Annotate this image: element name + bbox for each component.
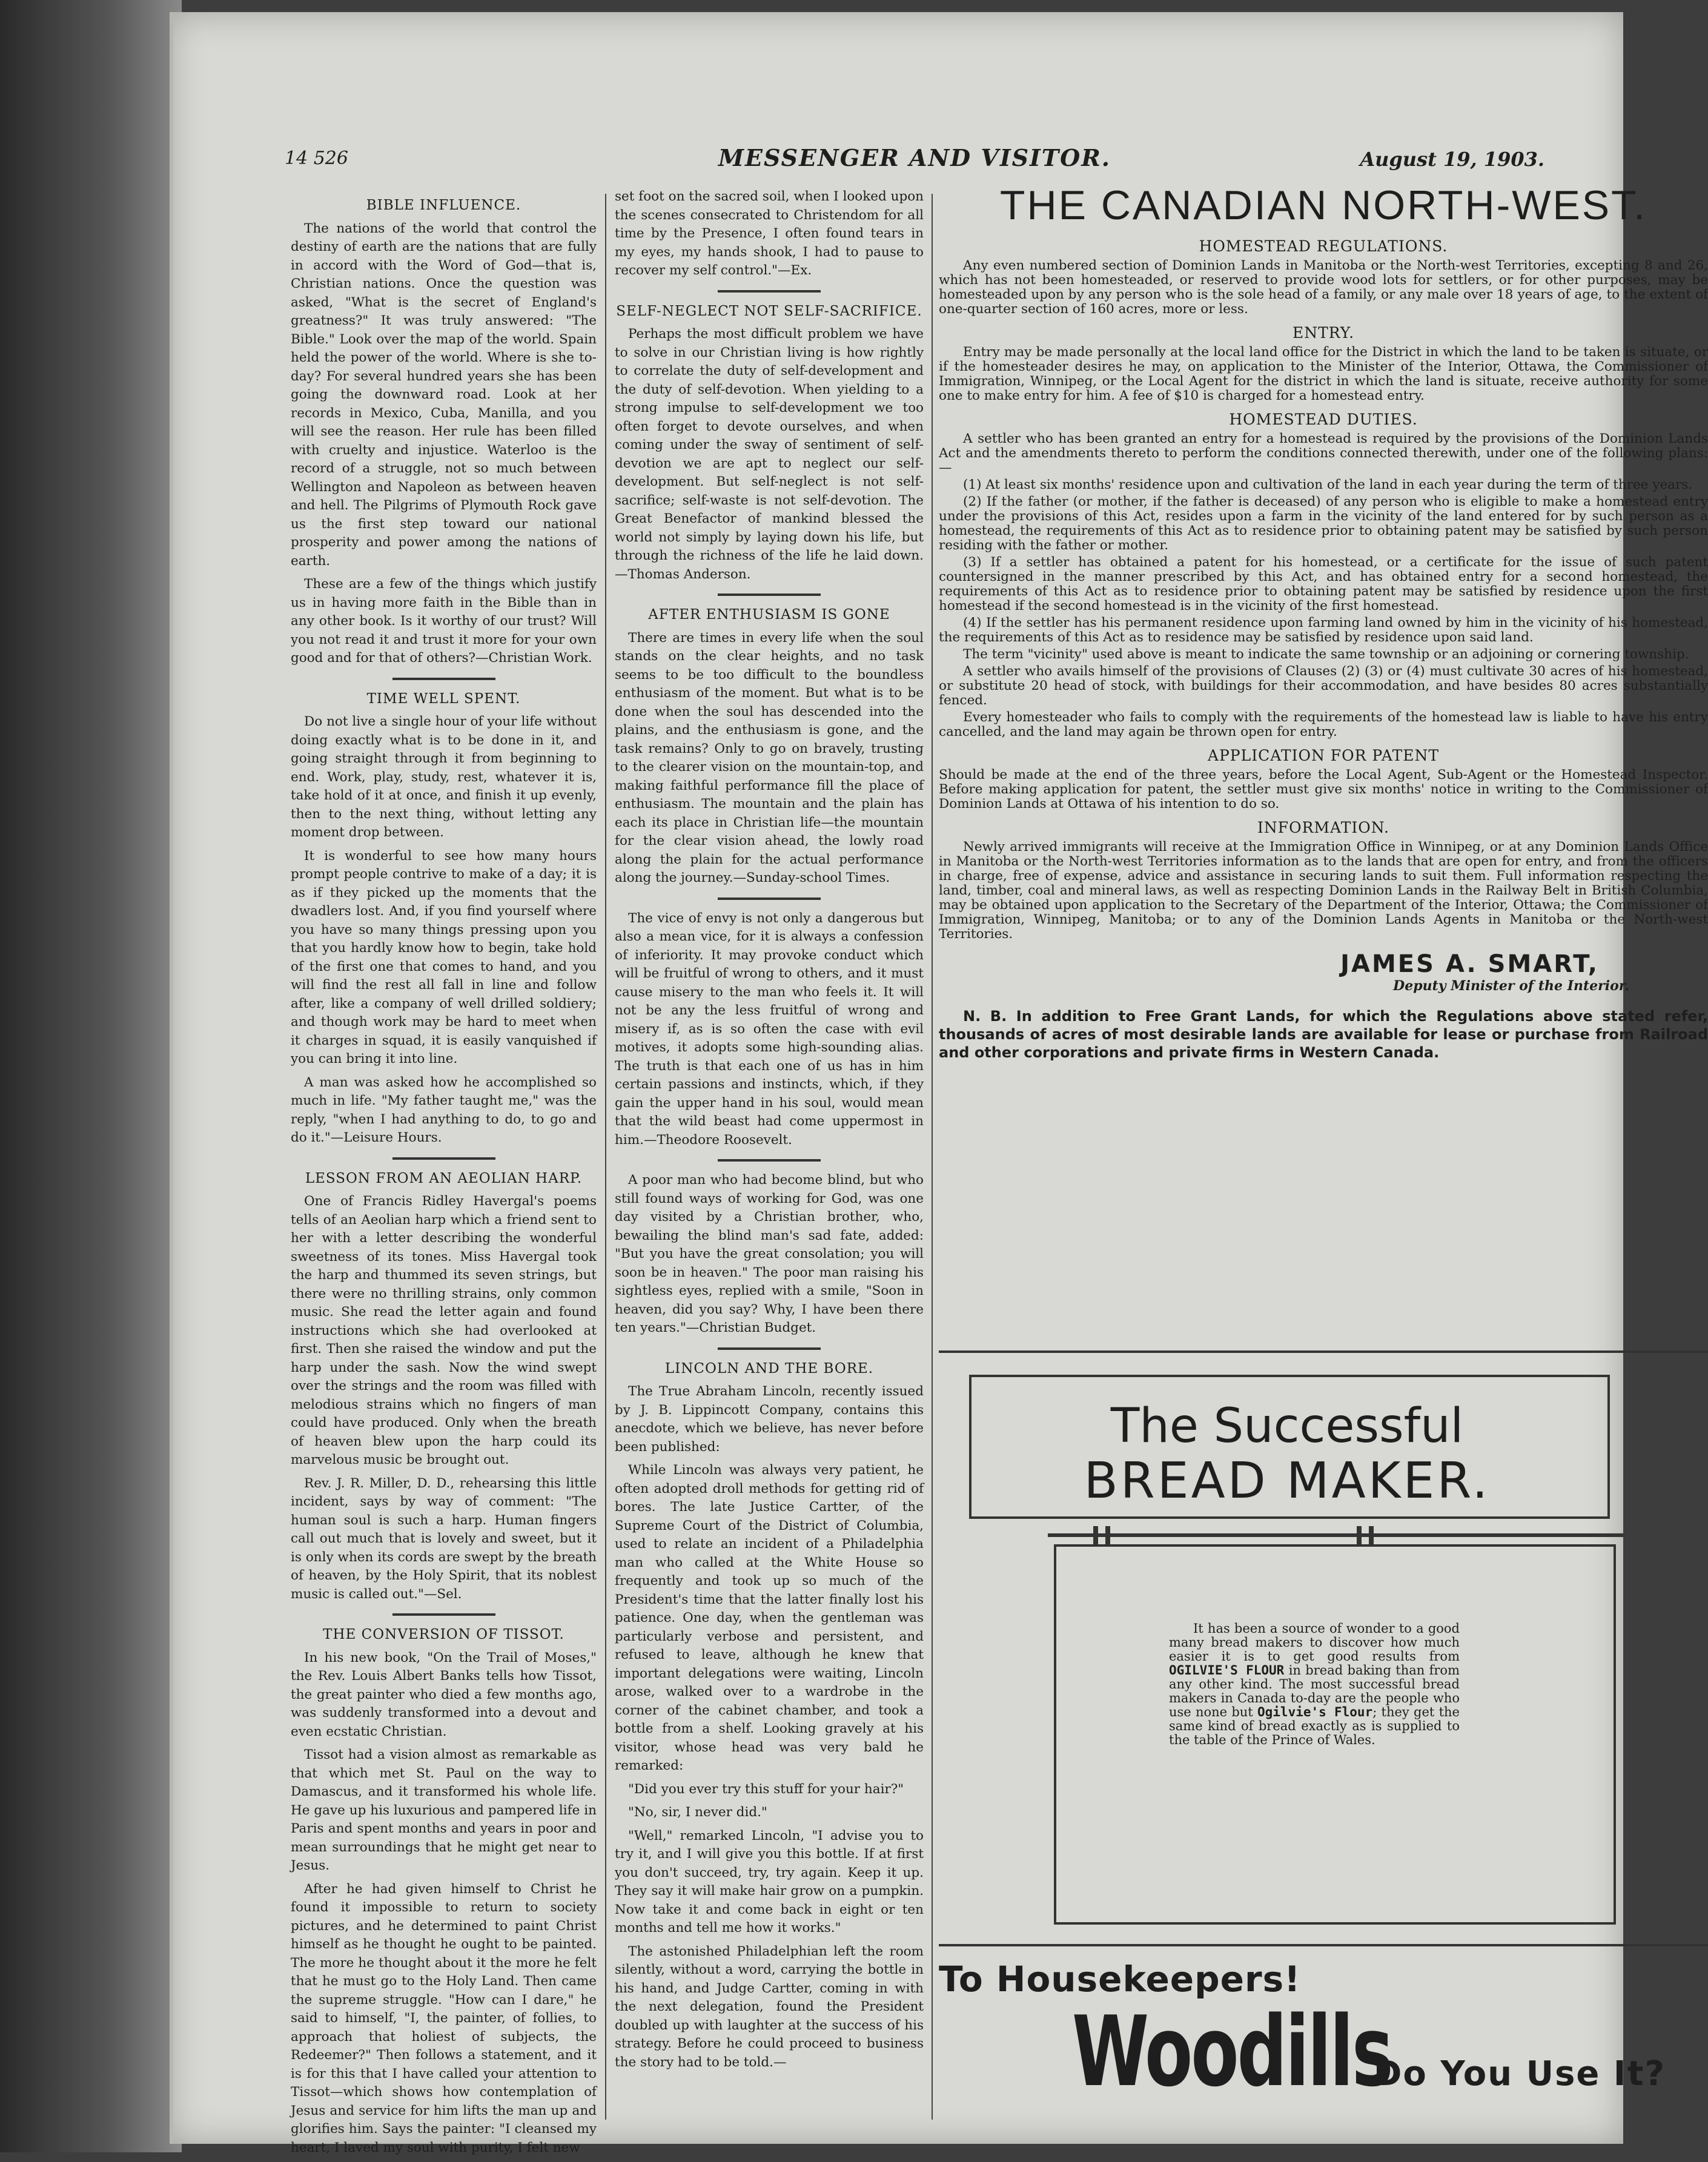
ad-text: ; they get the same kind of bread exactly as is supplied to the table of the Prince of Wales.	[1169, 1705, 1460, 1747]
ad-headline: The Successful	[1110, 1399, 1464, 1453]
envy-paragraph: The vice of envy is not only a dangerous but also a mean vice, for it is always a confession of inferiority. It may provoke conduct which will be fruitful of wrong to others, and it must cause misery to the man who feels it. It will not be any the less fruitful of wrong and misery if, as is so often the case with evil motives, it adopts some high-sounding alias. The truth is that each one of us has in him certain passions and instincts, which, if they gain the upper hand in his soul, would mean that the wild beast had come uppermost in him.—Theodore Roosevelt.	[615, 910, 924, 1148]
fails-text: Every homesteader who fails to comply with the requirements of the homestead law is liable to have his entry cancelled, and the land may again be thrown open for entry.	[939, 710, 1708, 739]
page-edge	[170, 12, 173, 2144]
lincoln-paragraph: "No, sir, I never did."	[628, 1805, 767, 1820]
lincoln-paragraph: The astonished Philadelphian left the room silently, without a word, carrying the bottle in his hand, and Judge Cartter, coming in with the next delegation, found the President doubled up with laughter at the success of his strategy. Before he could proceed to business the story had to be told.—	[615, 1943, 924, 2070]
column-rule	[392, 1613, 495, 1616]
aeolian-paragraph: One of Francis Ridley Havergal's poems tells of an Aeolian harp which a friend sent to her with a letter describing the wonderful sweetness of its tones. Miss Havergal took the harp and thummed its seven strings, but there were no thrilling strains, only common music. She read the letter again and found instructions which she had overlooked at first. Then she raised the window and put the harp under the sash. Now the wind swept over the strings and the room was filled with melodious strains which no fingers of man could have produced. Only when the breath of heaven blew upon the harp could its marvelous music be brought out.	[291, 1194, 597, 1467]
page-number: 14 526	[285, 148, 348, 169]
column-divider	[932, 194, 933, 2120]
aeolian-heading: LESSON FROM AN AEOLIAN HARP.	[305, 1170, 583, 1186]
tissot-paragraph: In his new book, "On the Trail of Moses," the Rev. Louis Albert Banks tells how Tissot, the great painter who died a few months ago, was suddenly transformed into a devout and even ecstatic Christian.	[291, 1650, 597, 1739]
bible-paragraph: These are a few of the things which justify us in having more faith in the Bible than in any other book. Is it worthy of our trust? Will you not read it and trust it more for your own good and for that of others?—Christian Work.	[291, 577, 597, 666]
information-text: Newly arrived immigrants will receive at the Immigration Office in Winnipeg, or at any Dominion Lands Office in Manitoba or the North-west Territories information as to the lands that are open for entry, and from the officers in charge, free of expense, advice and assistance in securing lands to suit them. Full information respecting the land, timber, coal and mineral laws, as well as respecting Dominion Lands in the Railway Belt in British Columbia, may be obtained upon application to the Secretary of the Department of the Interior, Ottawa; the Commissioner of Immigration, Winnipeg, Manitoba; or to any of the Dominion Lands Agents in Manitoba or the North-west Territories.	[939, 839, 1708, 942]
column-rule	[718, 593, 821, 596]
time-paragraph: Do not live a single hour of your life without doing exactly what is to be done in it, and going straight through it from beginning to end. Work, play, study, rest, whatever it is, take hold of it at once, and finish it up evenly, then to the next thing, without letting any moment drop between.	[291, 714, 597, 840]
column-rule	[392, 678, 495, 680]
woodills-question: Do You Use It?	[1373, 2054, 1666, 2094]
neglect-heading: SELF-NEGLECT NOT SELF-SACRIFICE.	[616, 303, 922, 319]
lincoln-paragraph: "Well," remarked Lincoln, "I advise you to try it, and I will give you this bottle. If at first you don't succeed, try, try again. Keep it up. They say it will make hair grow on a pumpkin. Now take it and come back in eight or ten months and tell me how it works."	[615, 1828, 924, 1936]
vicinity-text: The term "vicinity" used above is meant to indicate the same township or an adjoining or cornering township.	[963, 647, 1689, 662]
tissot-paragraph: After he had given himself to Christ he found it impossible to return to society pictures, and he determined to paint Christ himself as he thought he ought to be painted. The more he thought about it the more he felt that he must go to the Holy Land. Then came the supreme struggle. "How can I dare," he said to himself, "I, the painter, of follies, to approach that holiest of subjects, the Redeemer?" Then follows a statement, and it is for this that I have called your attention to Tissot—which shows how contemplation of Jesus and service for him lifts the man up and glorifies him. Says the painter: "I cleansed my heart, I laved my soul with purity, I felt new	[291, 1881, 597, 2155]
brand-name: Ogilvie's Flour	[1257, 1705, 1373, 1719]
ad-ornament	[1105, 1526, 1110, 1547]
column-rule	[718, 1347, 821, 1350]
entry-text: Entry may be made personally at the local land office for the District in which the land to be taken is situate, or if the homesteader desires he may, on application to the Minister of the Interior, Ottawa, the Commissioner of Immigration, Winnipeg, or the Local Agent for the district in which the land is situate, receive authority for some one to make entry for him. A fee of $10 is charged for a homestead entry.	[939, 345, 1708, 403]
ad-ornament	[1357, 1526, 1362, 1547]
bread-maker-ad	[969, 1375, 1678, 2023]
signature: JAMES A. SMART,	[1340, 950, 1599, 978]
tissot-heading: THE CONVERSION OF TISSOT.	[323, 1627, 564, 1642]
duties-intro: A settler who has been granted an entry for a homestead is required by the provisions of the Dominion Lands Act and the amendments thereto to perform the conditions connected therewith, under one of the following plans:—	[939, 431, 1708, 475]
lincoln-heading: LINCOLN AND THE BORE.	[664, 1360, 874, 1377]
ad-body	[1169, 1622, 1460, 1747]
blind-paragraph: A poor man who had become blind, but who still found ways of working for God, was one day visited by a Christian brother, who, bewailing the blind man's sad fate, added: "But you have the great consolation; you will soon be in heaven." The poor man raising his sightless eyes, replied with a smile, "Soon in heaven, did you say? Why, I have been there ten years."—Christian Budget.	[615, 1172, 924, 1335]
enthusiasm-heading: AFTER ENTHUSIASM IS GONE	[648, 607, 890, 623]
paper-title: MESSENGER AND VISITOR.	[718, 144, 1111, 171]
northwest-notice	[939, 182, 1708, 1064]
ad-text: It has been a source of wonder to a good many bread makers to discover how much easier it is to get good results from	[1169, 1621, 1460, 1664]
time-heading: TIME WELL SPENT.	[366, 690, 521, 707]
duty-item: (2) If the father (or mother, if the father is deceased) of any person who is eligible to make a homestead entry under the provisions of this Act, resides upon a farm in the vicinity of the land entered for by such person as a homestead, the requirements of this Act as to residence prior to obtaining patent may be satisfied by such person residing with the father or mother.	[939, 494, 1708, 553]
column-1	[291, 188, 597, 2162]
newspaper-page	[170, 12, 1708, 2155]
woodills-brand: Woodills	[1072, 1995, 1392, 2108]
tissot-continued: set foot on the sacred soil, when I looked upon the scenes consecrated to Christendom for all time by the Presence, I often found tears in my eyes, my hands shook, I had to pause to recover my self control."—Ex.	[615, 189, 924, 278]
clauses-text: A settler who avails himself of the provisions of Clauses (2) (3) or (4) must cultivate 30 acres of his homestead, or substitute 20 head of stock, with buildings for their accommodation, and have besides 80 acres substantially fenced.	[939, 664, 1708, 708]
ad-divider	[1048, 1533, 1623, 1537]
brand-name: OGILVIE'S FLOUR	[1169, 1663, 1285, 1678]
time-paragraph: It is wonderful to see how many hours prompt people contrive to make of a day; it is as if they picked up the moments that the dwadlers lost. And, if you find yourself where you have so many things pressing upon you that you hardly know how to begin, take hold of the first one that comes to hand, and you will find the rest all fall in line and follow after, like a company of well drilled soldiery; and though work may be hard to meet when it charges in squad, it is easily vanquished if you can bring it into line.	[291, 848, 597, 1066]
information-heading: INFORMATION.	[1257, 819, 1389, 836]
column-divider	[605, 194, 606, 2120]
duties-heading: HOMESTEAD DUTIES.	[1229, 411, 1418, 428]
northwest-title: THE CANADIAN NORTH-WEST.	[999, 182, 1647, 228]
column-2	[615, 188, 924, 2077]
scan-shadow	[0, 0, 182, 2152]
duty-item: (4) If the settler has his permanent residence upon farming land owned by him in the vicinity of his homestead, the requirements of this Act as to residence may be satisfied by residence upon said land.	[939, 615, 1708, 645]
section-rule	[939, 1350, 1708, 1353]
duty-item: (1) At least six months' residence upon and cultivation of the land in each year during the term of three years.	[963, 477, 1693, 492]
lincoln-paragraph: The True Abraham Lincoln, recently issued by J. B. Lippincott Company, contains this anecdote, which we believe, has never before been published:	[615, 1384, 924, 1455]
signature-title: Deputy Minister of the Interior.	[1393, 978, 1629, 994]
lincoln-paragraph: While Lincoln was always very patient, he often adopted droll methods for getting rid of bores. The late Justice Cartter, of the Supreme Court of the District of Columbia, used to relate an incident of a Philadelphia man who called at the White House so frequently and took up so much of the President's time that the latter finally lost his patience. One day, when the gentleman was particularly verbose and persistent, and refused to leave, although he knew that important delegations were waiting, Lincoln arose, walked over to a wardrobe in the corner of the cabinet chamber, and took a bottle from a shelf. Looking gravely at his visitor, whose head was very bald he remarked:	[615, 1463, 924, 1773]
ad-ornament	[1093, 1526, 1098, 1547]
column-rule	[718, 1159, 821, 1162]
bible-heading: BIBLE INFLUENCE.	[366, 197, 521, 213]
woodills-ad	[939, 1944, 1708, 2128]
patent-heading: APPLICATION FOR PATENT	[1207, 747, 1440, 764]
entry-heading: ENTRY.	[1292, 324, 1355, 342]
patent-text: Should be made at the end of the three years, before the Local Agent, Sub-Agent or the Homestead Inspector. Before making application for patent, the settler must give six months' notice in writing to the Commissioner of Dominion Lands at Ottawa of his intention to do so.	[939, 767, 1708, 812]
regulations-heading: HOMESTEAD REGULATIONS.	[1199, 237, 1448, 255]
masthead	[285, 139, 1544, 176]
aeolian-paragraph: Rev. J. R. Miller, D. D., rehearsing this little incident, says by way of comment: "The human soul is such a harp. Human fingers call out much that is lovely and sweet, but it is only when its cords are swept by the breath of heaven, by the Holy Spirit, that its noblest music is called out."—Sel.	[291, 1475, 597, 1602]
woodills-tagline: To Housekeepers!	[939, 1959, 1301, 2000]
column-rule	[392, 1157, 495, 1160]
column-rule	[718, 898, 821, 900]
ad-ornament	[1369, 1526, 1374, 1547]
issue-date: August 19, 1903.	[1360, 148, 1544, 171]
bible-paragraph: The nations of the world that control the destiny of earth are the nations that are fully in accord with the Word of God—that is, Christian nations. Once the question was asked, "What is the secret of England's greatness?" It was truly answered: "The Bible." Look over the map of the world. Spain held the power of the world. Where is she to-day? For several hundred years she has been going the downward road. Look at her records in Mexico, Cuba, Manilla, and you will see the reason. Her rule has been filled with cruelty and injustice. Waterloo is the record of a struggle, not so much between Wellington and Napoleon as between heaven and hell. The Pilgrims of Plymouth Rock gave us the first step toward our national prosperity and power among the nations of earth.	[291, 220, 597, 569]
duty-item: (3) If a settler has obtained a patent for his homestead, or a certificate for the issue of such patent countersigned in the manner prescribed by this Act, and has obtained entry for a second homestead, the requirements of this Act as to residence prior to obtaining patent may be satisfied by residence upon the first homestead if the second homestead is in the vicinity of the first homestead.	[939, 555, 1708, 613]
ad-text: in bread baking than from any other kind. The most successful bread makers in Canada to-day are the people who use none but	[1169, 1663, 1460, 1719]
time-paragraph: A man was asked how he accomplished so much in life. "My father taught me," was the reply, "when I had anything to do, to go and do it."—Leisure Hours.	[291, 1074, 597, 1145]
ad-headline: BREAD MAKER.	[1084, 1452, 1491, 1510]
lincoln-paragraph: "Did you ever try this stuff for your hair?"	[628, 1781, 904, 1797]
enthusiasm-paragraph: There are times in every life when the soul stands on the clear heights, and no task seems to be too difficult to the boundless enthusiasm of the moment. But what is to be done when the soul has descended into the plains, and the enthusiasm is gone, and the task remains? Only to go on bravely, trusting to the clearer vision on the mountain-top, and making faithful performance fill the place of enthusiasm. The mountain and the plain has each its place in Christian life—the mountain for the clear vision ahead, the lowly road along the plain for the actual performance along the journey.—Sunday-school Times.	[615, 630, 924, 885]
tissot-paragraph: Tissot had a vision almost as remarkable as that which met St. Paul on the way to Damascus, and it transformed his whole life. He gave up his luxurious and pampered life in Paris and spent months and years in poor and mean surroundings that he might get near to Jesus.	[291, 1747, 597, 1873]
regulations-text: Any even numbered section of Dominion Lands in Manitoba or the North-west Territories, excepting 8 and 26, which has not been homesteaded, or reserved to provide wood lots for settlers, or for other purposes, may be homesteaded upon by any person who is the sole head of a family, or any male over 18 years of age, to the extent of one-quarter section of 160 acres, more or less.	[939, 258, 1708, 317]
column-rule	[718, 290, 821, 293]
neglect-paragraph: Perhaps the most difficult problem we have to solve in our Christian living is how rightly to correlate the duty of self-development and the duty of self-devotion. When yielding to a strong impulse to self-development we too often forget to devote ourselves, and when coming under the sway of sentiment of self-devotion we are apt to neglect our self-development. But self-neglect is not self-sacrifice; self-waste is not self-devotion. The Great Benefactor of mankind blessed the world not simply by laying down his life, but through the richness of the life he laid down.—Thomas Anderson.	[615, 326, 924, 582]
nb-note: N. B. In addition to Free Grant Lands, for which the Regulations above stated refer, thousands of acres of most desirable lands are available for lease or purchase from Railroad and other corporations and private firms in Western Canada.	[939, 1008, 1708, 1061]
